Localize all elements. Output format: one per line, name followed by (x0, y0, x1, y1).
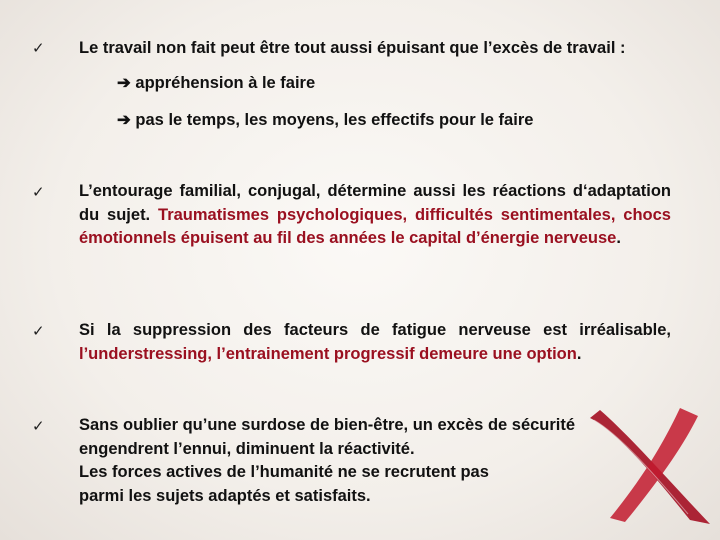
bullet-4-text (79, 414, 671, 508)
bullet-3-plain: Si la suppression des facteurs de fatigue nerveuse est irréalisable, (79, 321, 671, 339)
bullet-3-end: . (576, 344, 582, 363)
sub-item-1-text: appréhension à le faire (135, 74, 316, 92)
sub-item-1 (117, 73, 315, 93)
sub-item-2 (117, 110, 533, 130)
bullet-1-text: Le travail non fait peut être tout aussi épuisant que l’excès de travail : (79, 39, 626, 57)
bullet-4-line-2: engendrent l’ennui, diminuent la réactivité. (79, 439, 415, 458)
bullet-4-line-4: parmi les sujets adaptés et satisfaits. (79, 486, 371, 505)
arrow-right-icon: ➔ (117, 111, 131, 129)
bullet-4-line-1: Sans oublier qu’une surdose de bien-être, un excès de sécurité (79, 416, 576, 434)
bullet-2-text (79, 180, 671, 251)
bullet-4-line-3: Les forces actives de l’humanité ne se recrutent pas (79, 463, 489, 481)
arrow-right-icon: ➔ (117, 74, 131, 92)
sub-item-2-text: pas le temps, les moyens, les effectifs pour le faire (135, 111, 534, 129)
bullet-2-end: . (616, 229, 621, 247)
check-icon: ✓ (32, 322, 45, 340)
check-icon: ✓ (32, 417, 45, 435)
bullet-3-text (79, 319, 671, 366)
bullet-3-highlight: l’understressing, l’entrainement progressif demeure une option (79, 344, 577, 363)
check-icon: ✓ (32, 39, 45, 57)
check-icon: ✓ (32, 183, 45, 201)
bullet-2-plain: L’entourage familial, conjugal, détermine aussi les réactions d‘adaptation du sujet. (79, 182, 671, 224)
bullet-2-highlight: Traumatismes psychologiques, difficultés sentimentales, chocs émotionnels épuisent au fil des années le capital d’énergie nerveuse (79, 205, 671, 247)
